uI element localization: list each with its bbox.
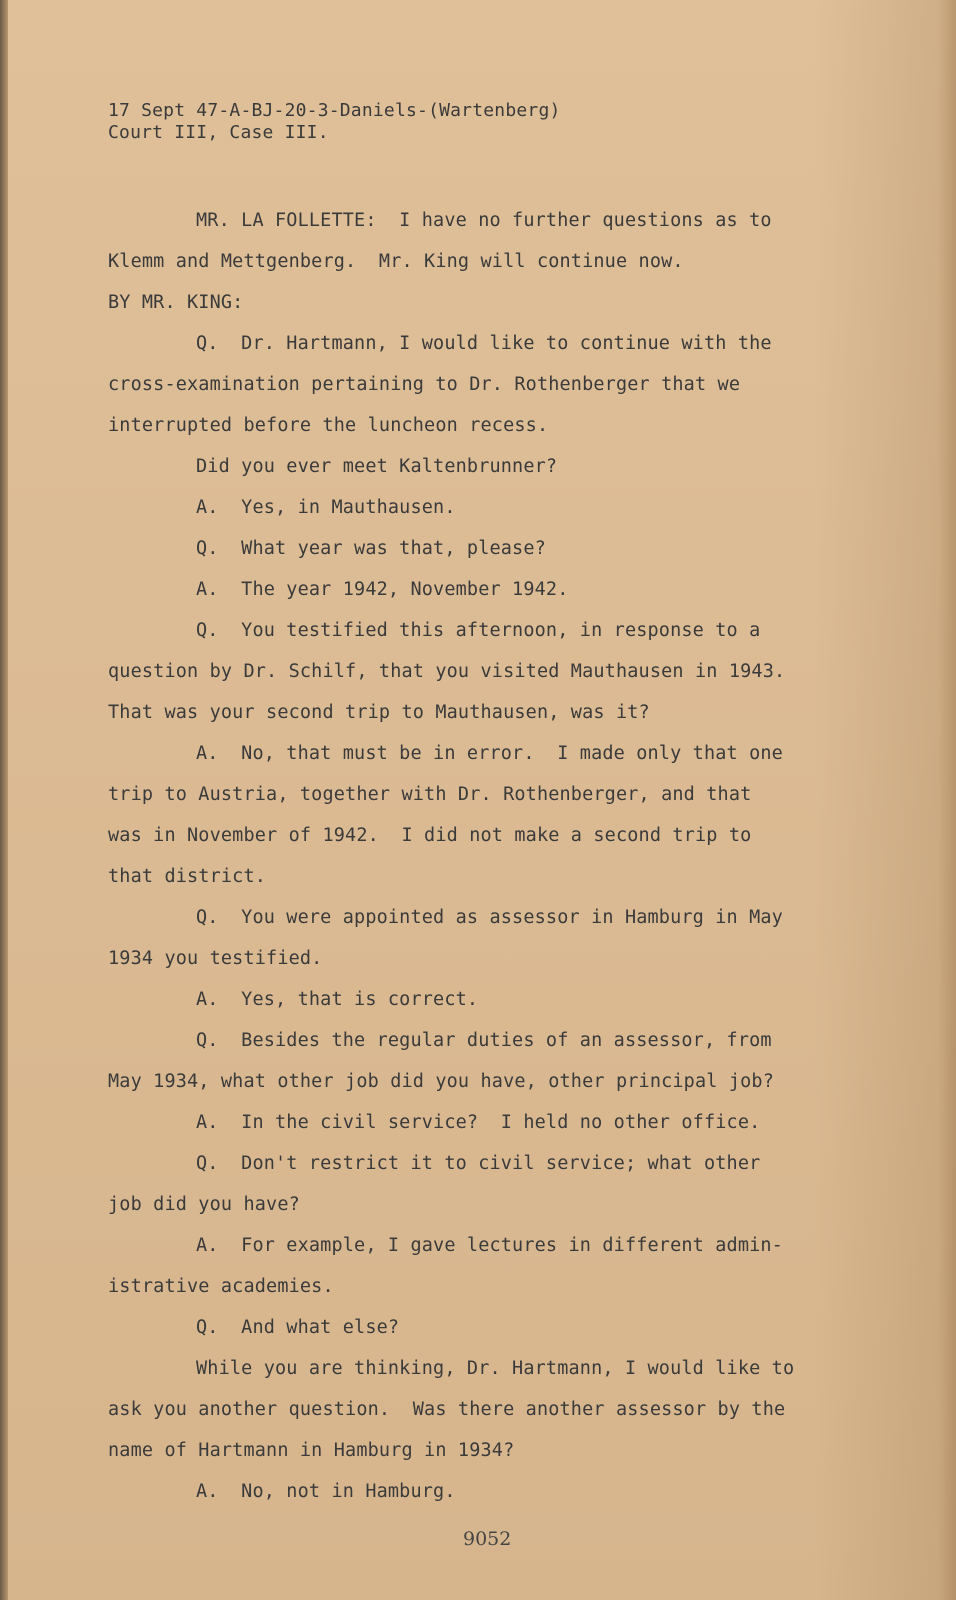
transcript-line: Q. Besides the regular duties of an assessor, from [196, 1030, 772, 1051]
transcript-line: Q. Dr. Hartmann, I would like to continue with the [196, 333, 772, 354]
transcript-body [108, 200, 868, 1512]
transcript-line: was in November of 1942. I did not make a second trip to [108, 825, 752, 846]
transcript-line: Klemm and Mettgenberg. Mr. King will continue now. [108, 251, 684, 272]
transcript-line: A. For example, I gave lectures in different admin- [196, 1235, 783, 1256]
transcript-line: While you are thinking, Dr. Hartmann, I would like to [196, 1358, 795, 1379]
page-left-edge [0, 0, 8, 1600]
transcript-line: A. No, that must be in error. I made only that one [196, 743, 783, 764]
transcript-line: trip to Austria, together with Dr. Rothenberger, and that [108, 784, 752, 805]
transcript-line: interrupted before the luncheon recess. [108, 415, 549, 436]
transcript-line: name of Hartmann in Hamburg in 1934? [108, 1440, 515, 1461]
transcript-line: A. In the civil service? I held no other office. [196, 1112, 761, 1133]
transcript-line: that district. [108, 866, 267, 887]
transcript-line: job did you have? [108, 1194, 300, 1215]
transcript-line: cross-examination pertaining to Dr. Rothenberger that we [108, 374, 741, 395]
page-right-shadow [938, 0, 956, 1600]
transcript-line: That was your second trip to Mauthausen, was it? [108, 702, 650, 723]
header-line-2: Court III, Case III. [108, 122, 329, 143]
transcript-line: A. Yes, that is correct. [196, 989, 479, 1010]
transcript-line: istrative academies. [108, 1276, 334, 1297]
transcript-line: 1934 you testified. [108, 948, 323, 969]
transcript-line: Q. You testified this afternoon, in response to a [196, 620, 761, 641]
transcript-line: question by Dr. Schilf, that you visited Mauthausen in 1943. [108, 661, 786, 682]
transcript-line: BY MR. KING: [108, 292, 244, 313]
page-number: 9052 [463, 1528, 512, 1550]
transcript-line: Did you ever meet Kaltenbrunner? [196, 456, 558, 477]
header-line-1: 17 Sept 47-A-BJ-20-3-Daniels-(Wartenberg) [108, 100, 561, 121]
transcript-line: ask you another question. Was there another assessor by the [108, 1399, 786, 1420]
transcript-line: A. No, not in Hamburg. [196, 1481, 456, 1502]
transcript-line: Q. And what else? [196, 1317, 400, 1338]
transcript-line: Q. Don't restrict it to civil service; what other [196, 1153, 761, 1174]
transcript-line: Q. You were appointed as assessor in Hamburg in May [196, 907, 783, 928]
transcript-line: May 1934, what other job did you have, other principal job? [108, 1071, 774, 1092]
transcript-line: MR. LA FOLLETTE: I have no further questions as to [196, 210, 772, 231]
transcript-line: A. The year 1942, November 1942. [196, 579, 569, 600]
transcript-line: Q. What year was that, please? [196, 538, 546, 559]
document-header [108, 100, 561, 144]
transcript-line: A. Yes, in Mauthausen. [196, 497, 456, 518]
